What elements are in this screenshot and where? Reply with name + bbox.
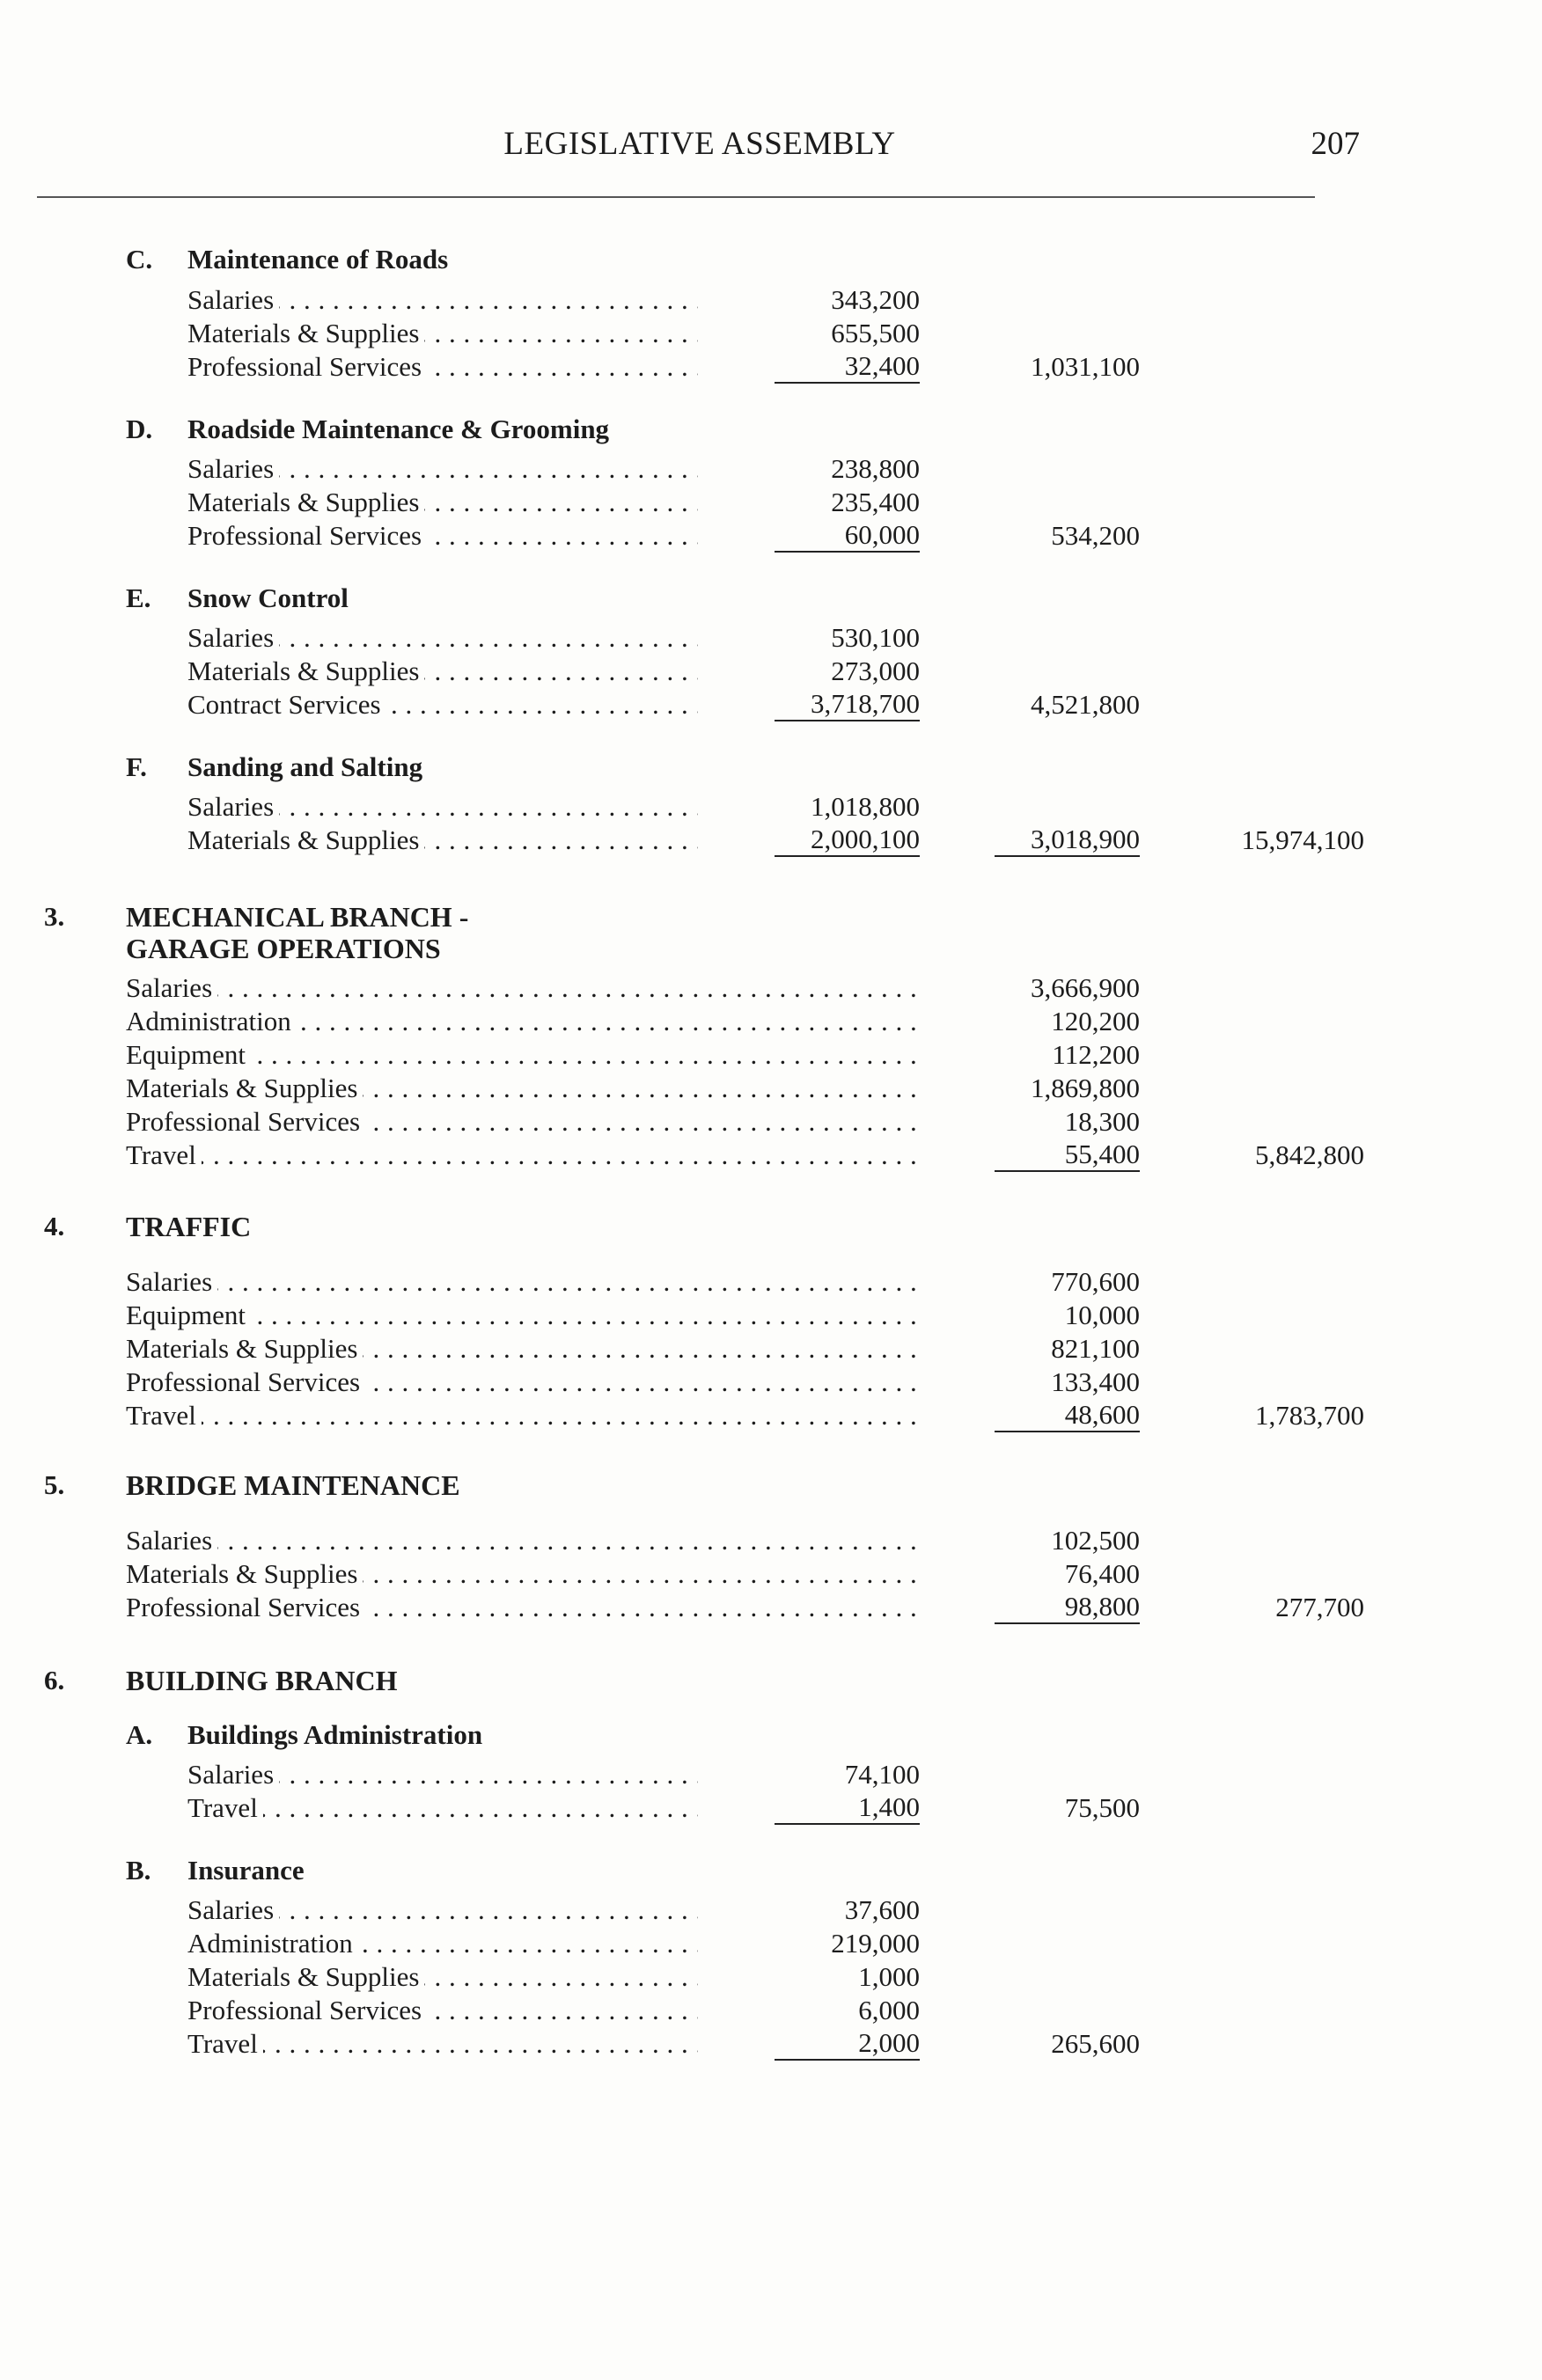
line-item — [0, 2027, 1542, 2061]
line-item-label: Salaries — [187, 622, 279, 653]
line-item-label: Contract Services — [187, 689, 386, 720]
line-item-label: Travel — [126, 1400, 202, 1431]
line-item-label: Salaries — [187, 1759, 279, 1790]
line-item-label: Materials & Supplies — [126, 1333, 363, 1364]
line-item-amount: 112,200 — [1052, 1039, 1140, 1070]
line-item-label: Materials & Supplies — [187, 487, 424, 517]
line-item-amount: 530,100 — [831, 622, 920, 653]
line-item-label: Materials & Supplies — [187, 1961, 424, 1992]
line-item-amount: 32,400 — [775, 350, 920, 384]
line-item — [0, 824, 1542, 857]
line-item — [0, 452, 1542, 486]
line-item-amount: 6,000 — [858, 1995, 920, 2025]
subsection-title: Insurance — [187, 1855, 305, 1886]
line-item — [0, 790, 1542, 824]
line-item-label: Materials & Supplies — [187, 318, 424, 348]
line-item — [0, 1332, 1542, 1366]
line-item-amount: 76,400 — [1064, 1558, 1140, 1589]
line-item-amount: 655,500 — [831, 318, 920, 348]
line-item-label: Materials & Supplies — [187, 655, 424, 686]
line-item-label: Salaries — [126, 1525, 217, 1556]
line-item — [0, 1758, 1542, 1791]
line-item — [0, 350, 1542, 384]
line-item-label: Professional Services — [187, 351, 427, 382]
line-item-label: Travel — [126, 1139, 202, 1170]
subsection-title: Maintenance of Roads — [187, 244, 449, 275]
line-item — [0, 1591, 1542, 1624]
section-title-line1: MECHANICAL BRANCH - — [126, 901, 469, 933]
section-number: 6. — [44, 1665, 65, 1695]
line-item — [0, 1366, 1542, 1399]
line-item-label: Salaries — [187, 1894, 279, 1925]
section-number: 5. — [44, 1469, 65, 1500]
line-item-amount: 3,718,700 — [775, 688, 920, 721]
section-title: BUILDING BRANCH — [126, 1665, 398, 1696]
line-item-amount: 98,800 — [995, 1591, 1140, 1624]
line-item-amount: 133,400 — [1051, 1366, 1140, 1397]
line-item-amount: 2,000 — [775, 2027, 920, 2061]
line-item-label: Administration — [126, 1006, 297, 1036]
line-item-label: Salaries — [126, 972, 217, 1003]
line-item — [0, 621, 1542, 655]
subtotal-amount: 265,600 — [1051, 2028, 1140, 2059]
section-total-amount: 1,783,700 — [1255, 1400, 1364, 1431]
line-item-label: Professional Services — [126, 1106, 365, 1137]
line-item-amount: 235,400 — [831, 487, 920, 517]
line-item-amount: 102,500 — [1051, 1525, 1140, 1556]
section-total-amount: 15,974,100 — [1241, 824, 1364, 855]
line-item-label: Travel — [187, 1792, 263, 1823]
line-item-amount: 3,666,900 — [1031, 972, 1140, 1003]
subtotal-amount: 4,521,800 — [1031, 689, 1140, 720]
line-item-amount: 120,200 — [1051, 1006, 1140, 1036]
subsection-letter: F. — [126, 751, 147, 782]
line-item-amount: 238,800 — [831, 453, 920, 484]
line-item-amount: 2,000,100 — [775, 824, 920, 857]
subsection-title: Sanding and Salting — [187, 751, 423, 782]
subsection-letter: C. — [126, 244, 153, 275]
subsection-letter: A. — [126, 1719, 153, 1750]
section-number: 3. — [44, 901, 65, 932]
section-title: BRIDGE MAINTENANCE — [126, 1469, 460, 1501]
line-item — [0, 1893, 1542, 1927]
line-item-label: Professional Services — [187, 520, 427, 551]
line-item — [0, 317, 1542, 350]
line-item — [0, 519, 1542, 553]
line-item-label: Professional Services — [187, 1995, 427, 2025]
subtotal-amount: 1,031,100 — [1031, 351, 1140, 382]
subsection-letter: D. — [126, 414, 153, 444]
line-item-amount: 219,000 — [831, 1928, 920, 1959]
line-item — [0, 1038, 1542, 1072]
line-item-label: Salaries — [187, 453, 279, 484]
line-item — [0, 1005, 1542, 1038]
subsection-title: Roadside Maintenance & Grooming — [187, 414, 610, 444]
line-item-amount: 1,400 — [775, 1791, 920, 1825]
line-item — [0, 1791, 1542, 1825]
line-item-amount: 74,100 — [844, 1759, 920, 1790]
line-item-label: Equipment — [126, 1300, 251, 1330]
line-item-amount: 1,000 — [858, 1961, 920, 1992]
line-item — [0, 655, 1542, 688]
section-title: TRAFFIC — [126, 1211, 252, 1242]
subsection-title: Snow Control — [187, 582, 349, 613]
section-title-line2: GARAGE OPERATIONS — [126, 933, 441, 964]
line-item-amount: 37,600 — [844, 1894, 920, 1925]
line-item-label: Administration — [187, 1928, 358, 1959]
line-item-label: Professional Services — [126, 1366, 365, 1397]
line-item-amount: 1,869,800 — [1031, 1073, 1140, 1103]
line-item-amount: 55,400 — [995, 1139, 1140, 1172]
line-item — [0, 1994, 1542, 2027]
line-item — [0, 1399, 1542, 1432]
subtotal-amount: 3,018,900 — [995, 824, 1140, 857]
line-item-amount: 1,018,800 — [811, 791, 920, 822]
line-item — [0, 1927, 1542, 1960]
line-item — [0, 1139, 1542, 1172]
subsection-title: Buildings Administration — [187, 1719, 483, 1750]
subtotal-amount: 75,500 — [1064, 1792, 1140, 1823]
line-item — [0, 1105, 1542, 1139]
line-item — [0, 1960, 1542, 1994]
line-item-label: Professional Services — [126, 1592, 365, 1622]
line-item — [0, 1557, 1542, 1591]
section-total-amount: 277,700 — [1275, 1592, 1364, 1622]
line-item-label: Materials & Supplies — [126, 1558, 363, 1589]
line-item-amount: 10,000 — [1064, 1300, 1140, 1330]
line-item — [0, 486, 1542, 519]
line-item-amount: 821,100 — [1051, 1333, 1140, 1364]
line-item-label: Salaries — [187, 284, 279, 315]
subsection-letter: B. — [126, 1855, 151, 1886]
subtotal-amount: 534,200 — [1051, 520, 1140, 551]
line-item — [0, 1299, 1542, 1332]
line-item-amount: 343,200 — [831, 284, 920, 315]
header-divider — [37, 196, 1315, 198]
line-item-amount: 60,000 — [775, 519, 920, 553]
line-item — [0, 1072, 1542, 1105]
line-item — [0, 688, 1542, 721]
line-item-amount: 18,300 — [1064, 1106, 1140, 1137]
line-item-label: Travel — [187, 2028, 263, 2059]
line-item-label: Equipment — [126, 1039, 251, 1070]
line-item-label: Salaries — [126, 1266, 217, 1297]
line-item-amount: 770,600 — [1051, 1266, 1140, 1297]
page-number: 207 — [1311, 126, 1360, 162]
line-item-amount: 273,000 — [831, 655, 920, 686]
line-item — [0, 283, 1542, 317]
line-item — [0, 1524, 1542, 1557]
line-item-label: Materials & Supplies — [126, 1073, 363, 1103]
subsection-letter: E. — [126, 582, 151, 613]
line-item-amount: 48,600 — [995, 1399, 1140, 1432]
line-item-label: Materials & Supplies — [187, 824, 424, 855]
section-number: 4. — [44, 1211, 65, 1241]
section-total-amount: 5,842,800 — [1255, 1139, 1364, 1170]
line-item — [0, 971, 1542, 1005]
page-header-title: LEGISLATIVE ASSEMBLY — [503, 126, 896, 162]
line-item-label: Salaries — [187, 791, 279, 822]
line-item — [0, 1265, 1542, 1299]
